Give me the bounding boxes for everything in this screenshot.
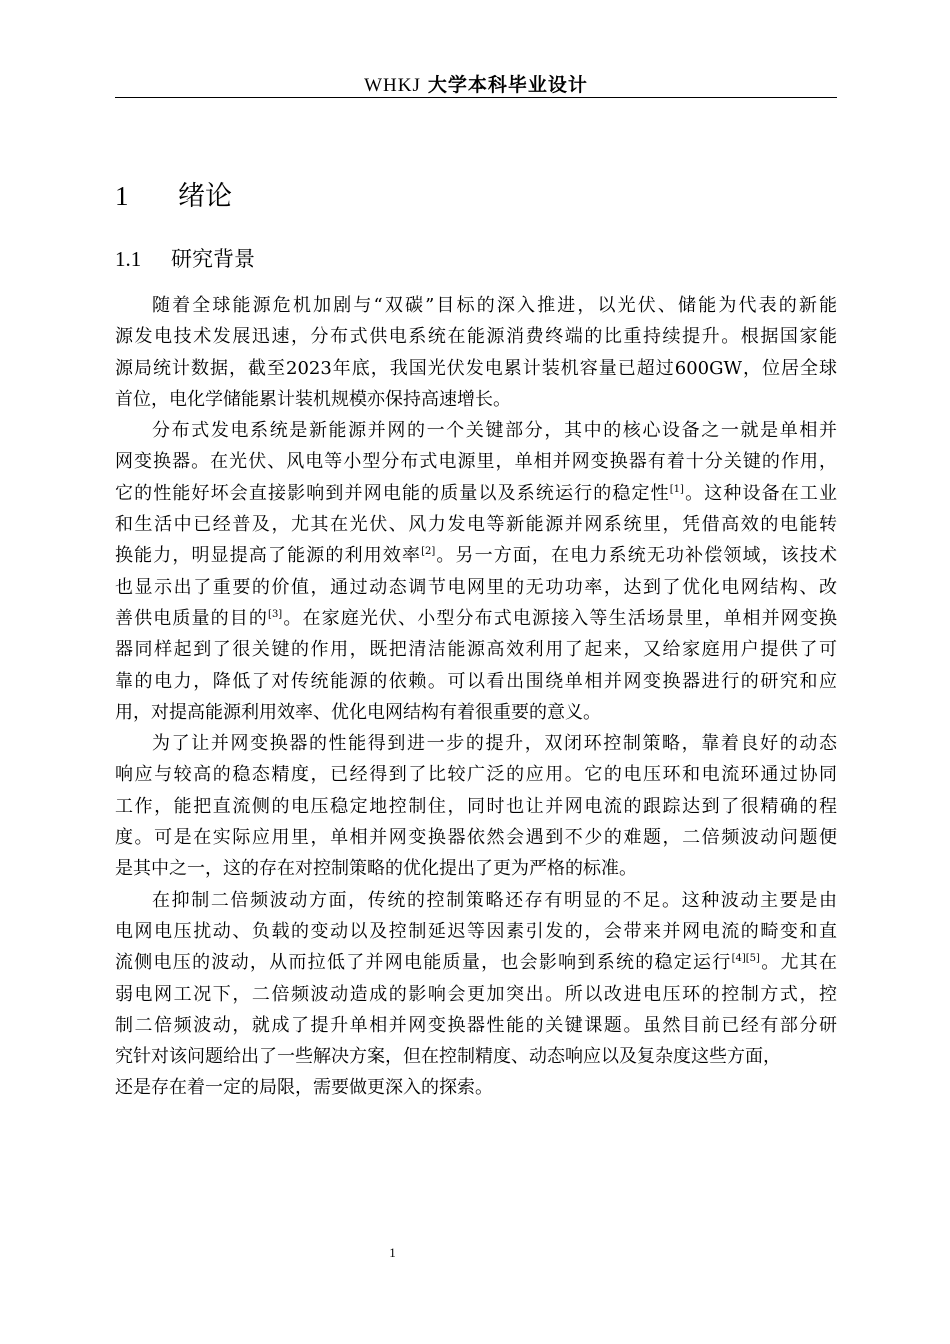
header-latin: WHKJ [364,75,421,96]
text-fragment: 。这种设备在工业 [683,482,837,504]
text-line: 也显示出了重要的价值，通过动态调节电网里的无功功率，达到了优化电网结构、改 [115,576,837,598]
text-line: 分布式发电系统是新能源并网的一个关键部分，其中的核心设备之一就是单相并 [152,420,837,442]
chapter-heading [115,176,232,217]
text-line: 电网电压扰动、负载的变动以及控制延迟等因素引发的，会带来并网电流的畸变和直 [115,920,837,942]
header-title: 大学本科毕业设计 [427,74,588,96]
text-line: 究针对该问题给出了一些解决方案，但在控制精度、动态响应以及复杂度这些方面， [115,1046,781,1068]
text-line: 弱电网工况下，二倍频波动造成的影响会更加突出。所以改进电压环的控制方式，控 [115,983,837,1005]
chapter-number: 1 [115,181,129,211]
text-line: 在抑制二倍频波动方面，传统的控制策略还存有明显的不足。这种波动主要是由 [152,889,837,911]
text-line: 工作，能把直流侧的电压稳定地控制住，同时也让并网电流的跟踪达到了很精确的程 [115,795,837,817]
text-line: 度。可是在实际应用里，单相并网变换器依然会遇到不少的难题，二倍频波动问题便 [115,827,837,849]
text-line [115,540,837,571]
text-fragment: 。尤其在 [759,952,837,974]
citation: [2] [421,546,436,558]
text-line: 随着全球能源危机加剧与“双碳”目标的深入推进，以光伏、储能为代表的新能 [152,295,837,316]
text-line [115,603,837,634]
citation: [3] [268,608,283,620]
text-line: 用，对提高能源利用效率、优化电网结构有着很重要的意义。 [115,701,601,723]
text-line: 网变换器。在光伏、风电等小型分布式电源里，单相并网变换器有着十分关键的作用， [115,451,837,473]
text-line: 源局统计数据，截至2023年底，我国光伏发电累计装机容量已超过600GW，位居全球 [115,357,837,379]
citation: [1] [669,483,684,495]
page-number: 1 [389,1245,396,1260]
text-fragment: 流侧电压的波动，从而拉低了并网电能质量，也会影响到系统的稳定运行 [115,952,732,974]
text-fragment: 善供电质量的目的 [115,607,269,629]
text-line: 为了让并网变换器的性能得到进一步的提升，双闭环控制策略，靠着良好的动态 [152,733,837,755]
text-line [115,478,837,509]
text-line [115,947,837,978]
text-line: 是其中之一，这的存在对控制策略的优化提出了更为严格的标准。 [115,858,637,880]
text-line: 和生活中已经普及，尤其在光伏、风力发电等新能源并网系统里，凭借高效的电能转 [115,514,837,536]
text-fragment: 。在家庭光伏、小型分布式电源接入等生活场景里，单相并网变换 [282,607,837,629]
body-text [115,290,837,1104]
text-line: 还是存在着一定的局限，需要做更深入的探索。 [115,1077,493,1099]
text-fragment: 它的性能好坏会直接影响到并网电能的质量以及系统运行的稳定性 [115,482,670,504]
section-number: 1.1 [115,247,142,271]
section-title: 研究背景 [171,247,255,271]
text-fragment: 换能力，明显提高了能源的利用效率 [115,545,422,567]
text-line: 响应与较高的稳态精度，已经得到了比较广泛的应用。它的电压环和电流环通过协同 [115,764,837,786]
text-line: 制二倍频波动，就成了提升单相并网变换器性能的关键课题。虽然目前已经有部分研 [115,1014,837,1036]
text-line: 器同样起到了很关键的作用，既把清洁能源高效利用了起来，又给家庭用户提供了可 [115,639,837,661]
page-header [115,70,837,97]
text-line: 靠的电力，降低了对传统能源的依赖。可以看出围绕单相并网变换器进行的研究和应 [115,670,837,692]
section-heading [115,243,255,275]
text-line: 源发电技术发展迅速，分布式供电系统在能源消费终端的比重持续提升。根据国家能 [115,326,837,348]
text-line: 首位，电化学储能累计装机规模亦保持高速增长。 [115,388,511,410]
text-fragment: 。另一方面，在电力系统无功补偿领域，该技术 [435,545,837,567]
header-rule [115,97,837,98]
citation: [4][5] [731,953,760,965]
chapter-title: 绪论 [178,181,232,212]
